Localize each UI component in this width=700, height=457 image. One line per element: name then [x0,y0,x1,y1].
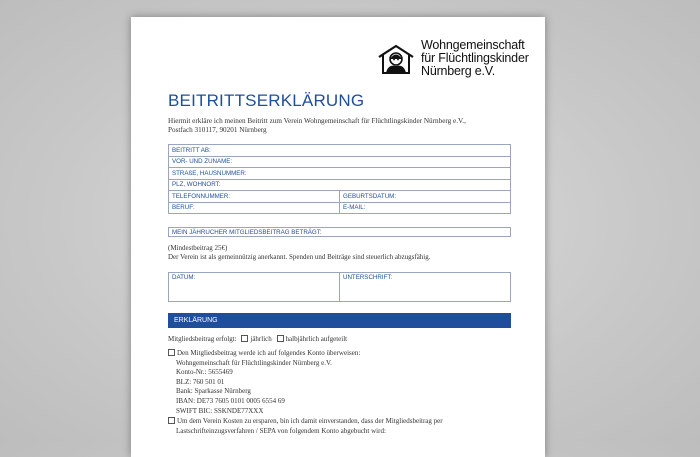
payment-label: Mitgliedsbeitrag erfolgt: [168,335,237,343]
member-fields-table [168,144,511,214]
account-number: Konto-Nr.: 5655469 [176,368,233,377]
field-telefon[interactable]: TELEFONNUMMER: [169,191,340,203]
sepa-line-1: Um dem Verein Kosten zu ersparen, bin ich damit einverstanden, dass der Mitgliedsbeitrag per [177,417,443,425]
form-title: BEITRITTSERKLÄRUNG [168,91,365,110]
bank-code: BLZ: 760 501 01 [176,377,225,386]
field-plz[interactable]: PLZ, WOHNORT: [169,179,511,191]
intro-text [168,117,518,135]
erklaerung-header: ERKLÄRUNG [168,313,511,328]
logo-text [421,38,529,78]
checkbox-halfyearly[interactable] [277,335,284,342]
field-strasse[interactable]: STRAßE, HAUSNUMMER: [169,168,511,180]
fee-note [168,244,518,262]
logo-line-2: für Flüchtlingskinder [421,51,529,65]
transfer-section [168,349,518,416]
account-name: Wohngemeinschaft für Flüchtlingskinder Nürnberg e.V. [176,358,332,367]
option-yearly-label: jährlich [250,335,272,343]
field-geburtsdatum[interactable]: GEBURTSDATUM: [340,191,511,203]
checkbox-transfer[interactable] [168,349,175,356]
field-beitrag[interactable]: MEIN JÄHRUCHER MITGLIEDSBEITRAG BETRÄGT: [168,227,511,237]
document-page [131,17,545,457]
logo-line-1: Wohngemeinschaft [421,38,525,52]
field-email[interactable]: E-MAIL: [340,202,511,214]
mindestbeitrag-text: (Mindestbeitrag 25€) [168,244,228,252]
payment-frequency [168,335,518,345]
bank-name: Bank: Sparkasse Nürnberg [176,387,251,396]
field-unterschrift[interactable]: UNTERSCHRIFT: [340,273,511,302]
field-beruf[interactable]: BERUF: [169,202,340,214]
sepa-line-2: Lastschrifteinzugsverfahren / SEPA von folgendem Konto abgebucht wird: [176,426,386,435]
intro-line-2: Postfach 310117, 90201 Nürnberg [168,126,267,134]
intro-line-1: Hiermit erkläre ich meinen Beitritt zum Verein Wohngemeinschaft für Flüchtlingskinder Nürnberg e.V., [168,117,466,125]
checkbox-sepa[interactable] [168,417,175,424]
checkbox-yearly[interactable] [241,335,248,342]
signature-table [168,272,511,302]
field-datum[interactable]: DATUM: [169,273,340,302]
transfer-intro: Den Mitgliedsbeitrag werde ich auf folgendes Konto überweisen: [177,349,361,357]
field-beitritt[interactable]: BEITRITT AB: [169,145,511,157]
organization-logo [377,38,529,79]
house-family-icon [377,44,415,74]
gemeinnuetzig-text: Der Verein ist als gemeinnützig anerkannt. Spenden und Beiträge sind steuerlich abzugsfähig. [168,253,431,261]
swift-bic: SWIFT BIC: SSKNDE77XXX [176,406,264,415]
logo-line-3: Nürnberg e.V. [421,64,496,78]
option-halfyearly-label: halbjährlich aufgeteilt [285,335,348,343]
field-name[interactable]: VOR- UND ZUNAME: [169,156,511,168]
sepa-section [168,417,518,436]
iban: IBAN: DE73 7605 0101 0005 6554 69 [176,396,285,405]
